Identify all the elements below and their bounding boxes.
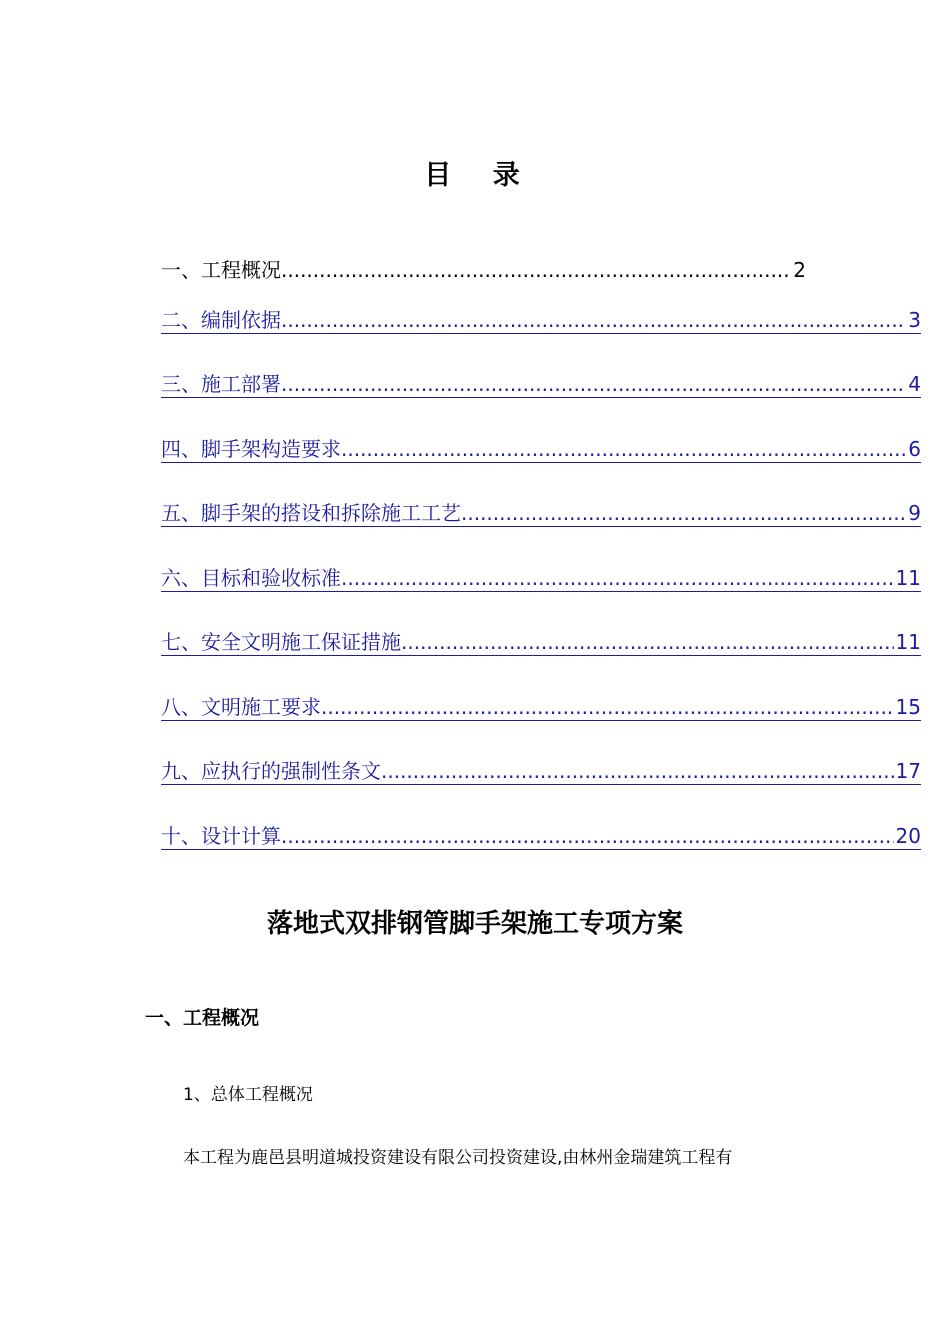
toc-entry-label: 六、目标和验收标准 xyxy=(161,566,341,590)
toc-entry-3[interactable] xyxy=(161,367,921,398)
document-title: 落地式双排钢管脚手架施工专项方案 xyxy=(266,909,683,939)
toc-entry-page: 17 xyxy=(895,759,921,783)
toc-entry-2[interactable] xyxy=(161,303,921,334)
toc-entry-page: 20 xyxy=(895,824,921,848)
toc-dot-leader xyxy=(281,371,906,397)
toc-title: 目 录 xyxy=(424,160,536,191)
toc-entry-page: 4 xyxy=(908,372,921,396)
toc-entry-4[interactable] xyxy=(161,432,921,463)
toc-entry-label: 三、施工部署 xyxy=(161,372,281,396)
toc-entry-label: 一、工程概况 xyxy=(161,258,281,282)
toc-entry-8[interactable] xyxy=(161,690,921,721)
toc-entry-label: 九、应执行的强制性条文 xyxy=(161,759,381,783)
toc-entry-page: 9 xyxy=(908,501,921,525)
toc-entry-label: 五、脚手架的搭设和拆除施工工艺 xyxy=(161,501,461,525)
toc-dot-leader xyxy=(321,694,894,720)
toc-entry-7[interactable] xyxy=(161,625,921,656)
toc-entry-page: 11 xyxy=(895,630,921,654)
toc-entry-page: 3 xyxy=(908,308,921,332)
toc-entry-page: 15 xyxy=(895,695,921,719)
toc-entry-label: 七、安全文明施工保证措施 xyxy=(161,630,401,654)
toc-dot-leader xyxy=(341,565,894,591)
toc-entry-page: 11 xyxy=(895,566,921,590)
toc-entry-1[interactable] xyxy=(161,253,806,283)
body-paragraph: 本工程为鹿邑县明道城投资建设有限公司投资建设,由林州金瑞建筑工程有 xyxy=(183,1148,733,1168)
toc-dot-leader xyxy=(401,629,894,655)
toc-dot-leader xyxy=(461,500,906,526)
toc-dot-leader xyxy=(281,257,791,283)
toc-entry-9[interactable] xyxy=(161,754,921,785)
toc-entry-label: 十、设计计算 xyxy=(161,824,281,848)
toc-entry-page: 2 xyxy=(793,258,806,282)
section-heading: 一、工程概况 xyxy=(145,1007,260,1029)
toc-dot-leader xyxy=(281,307,906,333)
toc-dot-leader xyxy=(341,436,906,462)
toc-entry-label: 四、脚手架构造要求 xyxy=(161,437,341,461)
toc-entry-5[interactable] xyxy=(161,496,921,527)
toc-entry-10[interactable] xyxy=(161,819,921,850)
toc-entry-label: 八、文明施工要求 xyxy=(161,695,321,719)
toc-entry-6[interactable] xyxy=(161,561,921,592)
toc-dot-leader xyxy=(281,823,894,849)
toc-entry-label: 二、编制依据 xyxy=(161,308,281,332)
toc-entry-page: 6 xyxy=(908,437,921,461)
subsection-heading: 1、总体工程概况 xyxy=(183,1085,313,1105)
toc-dot-leader xyxy=(381,758,894,784)
